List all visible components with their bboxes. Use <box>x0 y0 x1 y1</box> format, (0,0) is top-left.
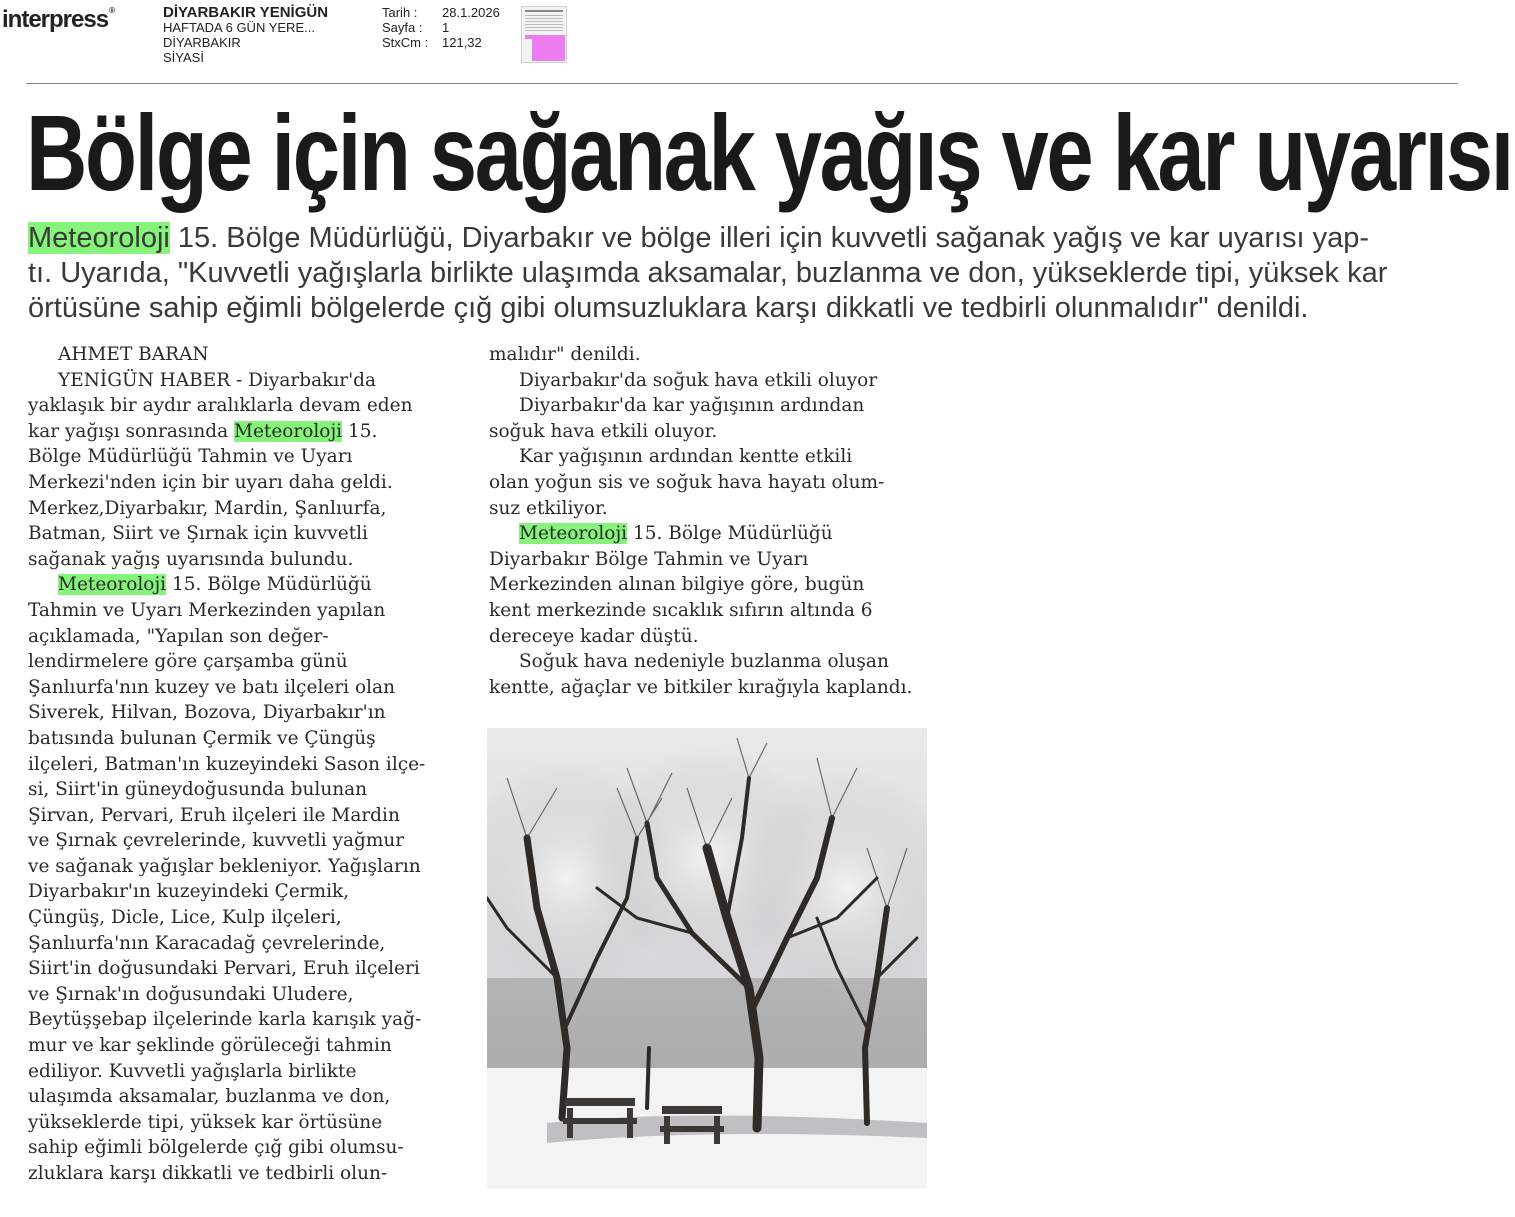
body-line: Merkezinden alınan bilgiye göre, bugün <box>489 574 865 596</box>
publication-city: DİYARBAKIR <box>163 35 241 50</box>
body-line: sağanak yağış uyarısında bulundu. <box>28 548 354 570</box>
body-line: Diyarbakır'da soğuk hava etkili oluyor <box>519 369 878 391</box>
body-line: Tahmin ve Uyarı Merkezinden yapılan <box>28 599 386 621</box>
body-line: yükseklerde tipi, yüksek kar örtüsüne <box>28 1111 383 1133</box>
body-line: soğuk hava etkili oluyor. <box>489 420 718 442</box>
body-line: Şanlıurfa'nın kuzey ve batı ilçeleri olan <box>28 676 395 698</box>
lead-line: Meteoroloji 15. Bölge Müdürlüğü, Diyarbakır ve bölge illeri için kuvvetli sağanak yağış ve kar uyarısı yap- <box>28 222 1370 254</box>
body-line: olan yoğun sis ve soğuk hava hayatı olum- <box>489 471 885 493</box>
body-line: Diyarbakır'da kar yağışının ardından <box>519 395 865 417</box>
publication-frequency: HAFTADA 6 GÜN YERE... <box>163 20 315 35</box>
body-line: Soğuk hava nedeniyle buzlanma oluşan <box>519 651 889 673</box>
keyword-highlight: Meteoroloji <box>58 574 167 596</box>
body-line: Diyarbakır Bölge Tahmin ve Uyarı <box>489 548 809 570</box>
header-divider <box>26 83 1458 84</box>
body-line: Siirt'in doğusundaki Pervari, Eruh ilçeleri <box>28 958 420 980</box>
body-line: Siverek, Hilvan, Bozova, Diyarbakır'ın <box>28 702 386 724</box>
body-line: Diyarbakır'ın kuzeyindeki Çermik, <box>28 881 350 903</box>
publication-name: DİYARBAKIR YENİGÜN <box>163 4 329 21</box>
body-line: malıdır" denildi. <box>489 344 641 365</box>
keyword-highlight: Meteoroloji <box>28 222 170 254</box>
article-column-2 <box>489 342 929 700</box>
body-line: ve Şırnak çevrelerinde, kuvvetli yağmur <box>28 830 405 852</box>
keyword-highlight: Meteoroloji <box>234 420 343 442</box>
meta-page: Sayfa : 1 <box>382 20 450 35</box>
thumbnail-article-marker <box>532 39 565 61</box>
interpress-logo: interpress® <box>2 6 114 33</box>
body-line: Merkezi'nden için bir uyarı daha geldi. <box>28 471 393 493</box>
clipping-meta <box>382 5 500 50</box>
meta-stxcm: StxCm : 121,32 <box>382 35 482 50</box>
body-line: kentte, ağaçlar ve bitkiler kırağıyla kaplandı. <box>489 676 913 698</box>
article-column-1 <box>28 342 468 1187</box>
body-line: ve sağanak yağışlar bekleniyor. Yağışların <box>28 855 421 877</box>
body-line: yaklaşık bir aydır aralıklarla devam eden <box>28 395 413 417</box>
body-line: batısında bulunan Çermik ve Çüngüş <box>28 727 376 749</box>
body-line: kar yağışı sonrasında Meteoroloji 15. <box>28 420 378 442</box>
body-line: Meteoroloji 15. Bölge Müdürlüğü <box>58 574 372 596</box>
body-line: ve Şırnak'ın doğusundaki Uludere, <box>28 983 354 1005</box>
body-line: ilçeleri, Batman'ın kuzeyindeki Sason ilçe- <box>28 753 426 775</box>
body-line: suz etkiliyor. <box>489 497 608 519</box>
body-line: lendirmelere göre çarşamba günü <box>28 651 348 673</box>
article-photo-snowy-park <box>487 728 927 1189</box>
publication-category: SİYASİ <box>163 50 204 65</box>
body-line: Şirvan, Pervari, Eruh ilçeleri ile Mardin <box>28 804 400 826</box>
body-line: mur ve kar şeklinde görüleceği tahmin <box>28 1035 392 1057</box>
body-line: ulaşımda aksamalar, buzlanma ve don, <box>28 1086 391 1108</box>
body-line: Çüngüş, Dicle, Lice, Kulp ilçeleri, <box>28 907 342 929</box>
body-line: zluklara karşı dikkatli ve tedbirli olun- <box>28 1163 388 1184</box>
article-headline: Bölge için sağanak yağış ve kar uyarısı <box>26 92 1512 213</box>
body-line: Meteoroloji 15. Bölge Müdürlüğü <box>519 523 833 545</box>
body-line: Kar yağışının ardından kentte etkili <box>519 446 853 468</box>
page-thumbnail[interactable] <box>521 6 567 63</box>
lead-line: tı. Uyarıda, "Kuvvetli yağışlarla birlikte ulaşımda aksamalar, buzlanma ve don, yükseklerde tipi, yüksek kar <box>28 257 1388 289</box>
publication-info <box>163 5 373 65</box>
keyword-highlight: Meteoroloji <box>519 523 628 545</box>
body-line: Şanlıurfa'nın Karacadağ çevrelerinde, <box>28 932 386 954</box>
body-line: YENİGÜN HABER - Diyarbakır'da <box>58 369 377 391</box>
body-line: Beytüşşebap ilçelerinde karla karışık yağ- <box>28 1009 422 1031</box>
body-line: sahip eğimli bölgelerde çığ gibi olumsu- <box>28 1137 404 1159</box>
body-line: Merkez,Diyarbakır, Mardin, Şanlıurfa, <box>28 497 387 519</box>
body-line: kent merkezinde sıcaklık sıfırın altında 6 <box>489 599 873 621</box>
body-line: açıklamada, "Yapılan son değer- <box>28 625 329 647</box>
article-lead <box>28 221 1468 326</box>
body-line: AHMET BARAN <box>58 344 209 365</box>
body-line: dereceye kadar düştü. <box>489 625 699 647</box>
body-line: si, Siirt'in güneydoğusunda bulunan <box>28 779 368 801</box>
body-line: Bölge Müdürlüğü Tahmin ve Uyarı <box>28 446 353 468</box>
body-line: Batman, Siirt ve Şırnak için kuvvetli <box>28 523 368 545</box>
lead-line: örtüsüne sahip eğimli bölgelerde çığ gibi olumsuzluklara karşı dikkatli ve tedbirli olunmalıdır" denildi. <box>28 292 1309 324</box>
meta-date: Tarih : 28.1.2026 <box>382 5 500 20</box>
body-line: ediliyor. Kuvvetli yağışlarla birlikte <box>28 1060 357 1082</box>
